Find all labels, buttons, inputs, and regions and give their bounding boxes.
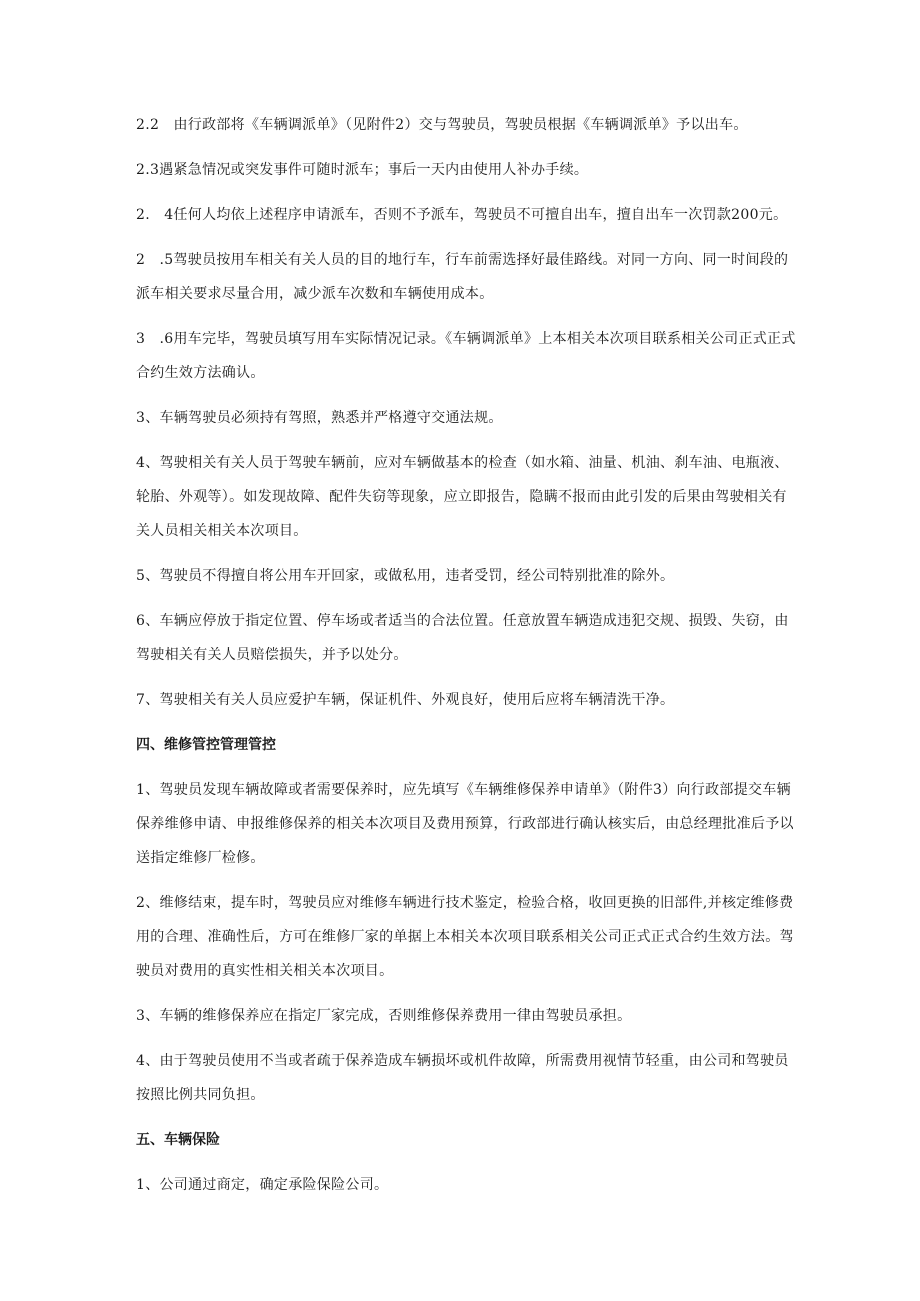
paragraph-item-5: 5、驾驶员不得擅自将公用车开回家，或做私用，违者受罚，经公司特别批准的除外。: [136, 568, 675, 584]
maintenance-item-4: 4、由于驾驶员使用不当或者疏于保养造成车辆损坏或机件故障，所需费用视情节轻重，由公司和驾驶员按照比例共同负担。: [136, 1053, 789, 1103]
paragraph-2-4: 2. 4任何人均依上述程序申请派车，否则不予派车，驾驶员不可擅自出车，擅自出车一次罚款200元。: [136, 207, 788, 223]
paragraph-3-6: 3 .6用车完毕，驾驶员填写用车实际情况记录。《车辆调派单》上本相关本次项目联系相关公司正式正式合约生效方法确认。: [136, 331, 796, 381]
maintenance-item-3: 3、车辆的维修保养应在指定厂家完成，否则维修保养费用一律由驾驶员承担。: [136, 1008, 632, 1024]
paragraph-2-5: 2 .5驾驶员按用车相关有关人员的目的地行车，行车前需选择好最佳路线。对同一方向、同一时间段的派车相关要求尽量合用，减少派车次数和车辆使用成本。: [136, 252, 789, 302]
paragraph-item-3: 3、车辆驾驶员必须持有驾照，熟悉并严格遵守交通法规。: [136, 410, 503, 426]
maintenance-item-1: 1、驾驶员发现车辆故障或者需要保养时，应先填写《车辆维修保养申请单》（附件3）向行政部提交车辆保养维修申请、申报维修保养的相关本次项目及费用预算，行政部进行确认核实后，由总经理批准后予以送指定维修厂检修。: [136, 782, 794, 866]
section-heading-maintenance: 四、维修管控管理管控: [136, 737, 276, 753]
paragraph-item-7: 7、驾驶相关有关人员应爱护车辆，保证机件、外观良好，使用后应将车辆清洗干净。: [136, 692, 675, 708]
paragraph-2-3: 2.3遇紧急情况或突发事件可随时派车；事后一天内由使用人补办手续。: [136, 162, 589, 178]
paragraph-item-6: 6、车辆应停放于指定位置、停车场或者适当的合法位置。任意放置车辆造成违犯交规、损毁、失窃，由驾驶相关有关人员赔偿损失，并予以处分。: [136, 613, 789, 663]
maintenance-item-2: 2、维修结束，提车时，驾驶员应对维修车辆进行技术鉴定，检验合格，收回更换的旧部件,并核定维修费用的合理、准确性后，方可在维修厂家的单据上本相关本次项目联系相关公司正式正式合约生效方法。驾驶员对费用的真实性相关相关本次项目。: [136, 895, 794, 979]
paragraph-2-2: 2.2 由行政部将《车辆调派单》（见附件2）交与驾驶员，驾驶员根据《车辆调派单》予以出车。: [136, 117, 748, 133]
section-heading-insurance: 五、车辆保险: [136, 1132, 220, 1148]
paragraph-item-4: 4、驾驶相关有关人员于驾驶车辆前，应对车辆做基本的检查（如水箱、油量、机油、刹车油、电瓶液、轮胎、外观等）。如发现故障、配件失窃等现象，应立即报告，隐瞒不报而由此引发的后果由驾驶相关有关人员相关相关本次项目。: [136, 455, 789, 539]
insurance-item-1: 1、公司通过商定，确定承险保险公司。: [136, 1177, 389, 1193]
document-page: [136, 108, 796, 1213]
